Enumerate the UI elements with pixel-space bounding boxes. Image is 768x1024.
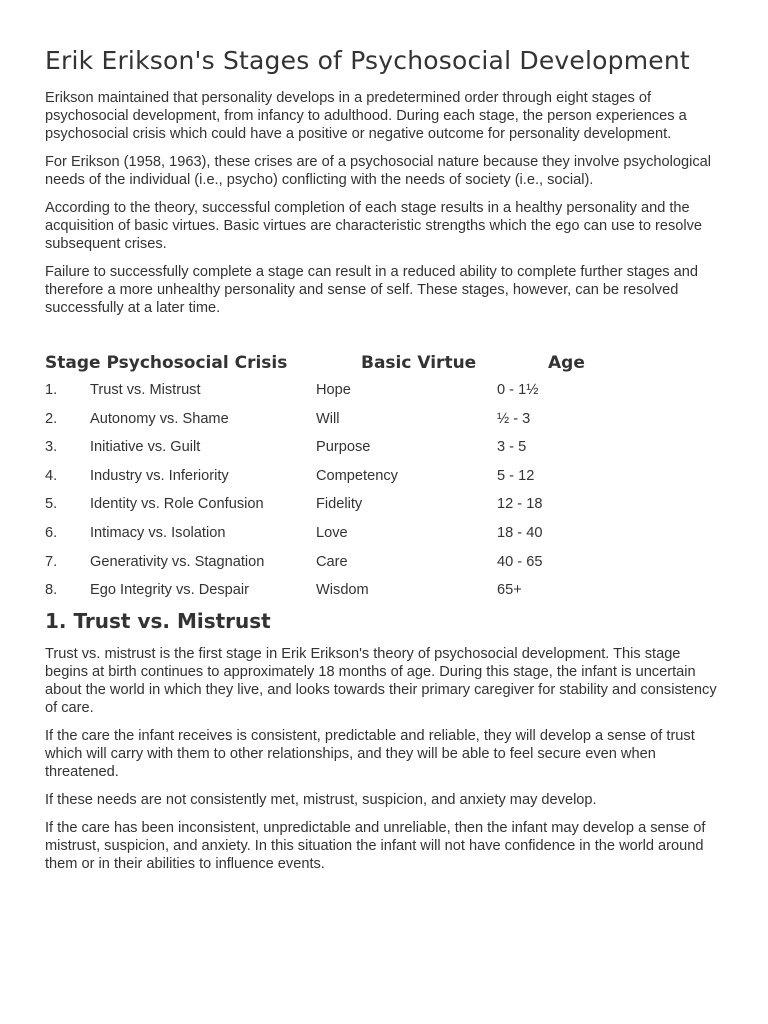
- section-heading: 1. Trust vs. Mistrust: [45, 608, 271, 633]
- table-row: [45, 491, 725, 520]
- table-row: [45, 406, 725, 435]
- intro-paragraph: Failure to successfully complete a stage can result in a reduced ability to complete further stages and therefore a more unhealthy personality and sense of self. These stages, however, can be resolved successfully at a later time.: [45, 264, 699, 316]
- stage-virtue: Wisdom: [316, 582, 369, 599]
- table-row: [45, 577, 725, 606]
- stage-virtue: Fidelity: [316, 496, 363, 513]
- stage-number: 2.: [45, 410, 58, 427]
- table-row: [45, 520, 725, 549]
- stage-virtue: Hope: [316, 382, 351, 398]
- table-row: [45, 549, 725, 578]
- section-paragraph: Trust vs. mistrust is the first stage in Erik Erikson's theory of psychosocial development. This stage begins at birth continues to approximately 18 months of age. During this stage, the infant is uncertain about the world in which they live, and looks towards their primary caregiver for stability and consistency of care.: [45, 645, 717, 716]
- document-page: [45, 44, 725, 883]
- stage-age: 12 - 18: [497, 496, 543, 513]
- stage-age: 65+: [497, 582, 522, 599]
- stage-number: 3.: [45, 439, 58, 456]
- stage-number: 8.: [45, 582, 58, 599]
- stage-age: 5 - 12: [497, 467, 535, 484]
- stage-crisis: Initiative vs. Guilt: [90, 439, 201, 456]
- section-paragraph: If the care the infant receives is consistent, predictable and reliable, they will develop a sense of trust which will carry with them to other relationships, and they will be able to feel secure even when threatened.: [45, 727, 695, 780]
- stage-age: 3 - 5: [497, 439, 527, 456]
- stage-crisis: Intimacy vs. Isolation: [90, 524, 226, 541]
- stage-virtue: Will: [316, 410, 340, 427]
- stage-crisis: Identity vs. Role Confusion: [90, 496, 264, 513]
- stage-virtue: Care: [316, 553, 348, 570]
- section-paragraph: If these needs are not consistently met, mistrust, suspicion, and anxiety may develop.: [45, 791, 597, 808]
- stage-number: 4.: [45, 467, 58, 484]
- intro-paragraph: Erikson maintained that personality develops in a predetermined order through eight stages of psychosocial development, from infancy to adulthood. During each stage, the person experiences a psychosocial crisis which could have a positive or negative outcome for personality development.: [45, 90, 687, 142]
- header-stage-crisis: Stage Psychosocial Crisis: [45, 353, 288, 373]
- stage-virtue: Competency: [316, 467, 398, 484]
- stage-number: 7.: [45, 553, 58, 570]
- stage-virtue: Purpose: [316, 439, 371, 456]
- intro-paragraph: For Erikson (1958, 1963), these crises are of a psychosocial nature because they involve psychological needs of the individual (i.e., psycho) conflicting with the needs of society (i.e., social).: [45, 154, 711, 188]
- stage-number: 5.: [45, 496, 58, 513]
- stage-number: 6.: [45, 524, 58, 541]
- table-row: [45, 377, 725, 406]
- stage-age: ½ - 3: [497, 410, 531, 427]
- intro-paragraph: According to the theory, successful completion of each stage results in a healthy personality and the acquisition of basic virtues. Basic virtues are characteristic strengths which the ego can use to resolve subsequent crises.: [45, 200, 703, 252]
- stage-age: 40 - 65: [497, 553, 543, 570]
- header-basic-virtue: Basic Virtue: [361, 353, 477, 373]
- table-row: [45, 463, 725, 492]
- stages-table-body: [45, 377, 725, 606]
- stage-age: 0 - 1½: [497, 382, 539, 398]
- stage-number: 1.: [45, 382, 58, 398]
- stage-crisis: Generativity vs. Stagnation: [90, 553, 265, 570]
- stages-table-header: [45, 349, 725, 377]
- section-paragraph: If the care has been inconsistent, unpredictable and unreliable, then the infant may develop a sense of mistrust, suspicion, and anxiety. In this situation the infant will not have confidence in the world around them or in their abilities to influence events.: [45, 819, 706, 872]
- stage-crisis: Ego Integrity vs. Despair: [90, 582, 249, 599]
- stage-crisis: Autonomy vs. Shame: [90, 410, 229, 427]
- table-row: [45, 434, 725, 463]
- stage-virtue: Love: [316, 524, 348, 541]
- header-age: Age: [548, 353, 585, 373]
- stage-crisis: Trust vs. Mistrust: [90, 382, 201, 398]
- document-title: Erik Erikson's Stages of Psychosocial Development: [45, 46, 690, 75]
- stage-age: 18 - 40: [497, 524, 543, 541]
- stage-crisis: Industry vs. Inferiority: [90, 467, 229, 484]
